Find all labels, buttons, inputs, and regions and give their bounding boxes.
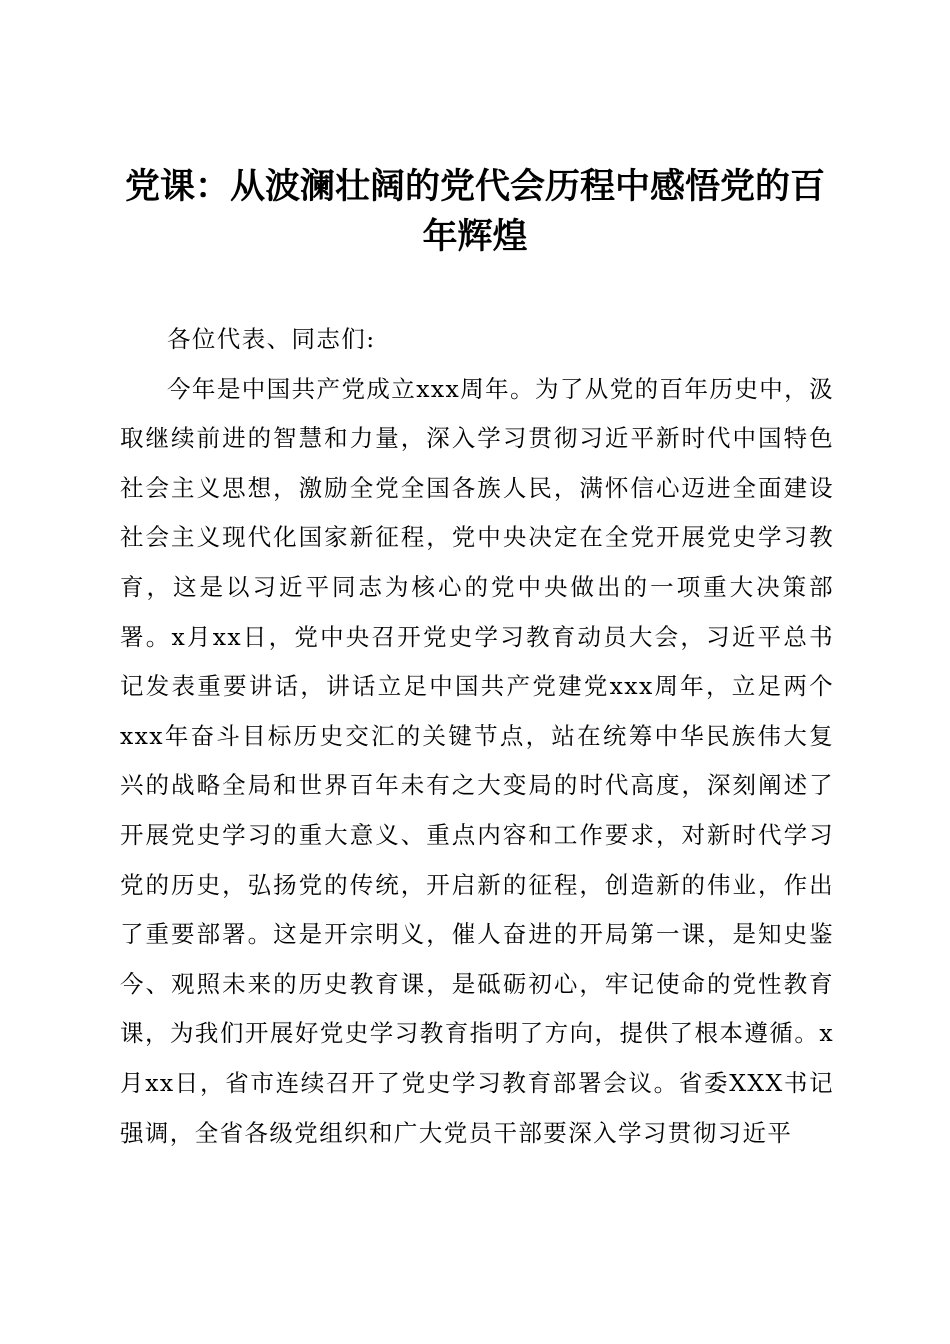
document-body bbox=[120, 315, 834, 1158]
document-title: 党课：从波澜壮阔的党代会历程中感悟党的百年辉煌 bbox=[124, 166, 825, 257]
greeting-paragraph: 各位代表、同志们: bbox=[167, 325, 376, 353]
body-paragraph: 今年是中国共产党成立xxx周年。为了从党的百年历史中，汲取继续前进的智慧和力量，深入学习贯彻习近平新时代中国特色社会主义思想，激励全党全国各族人民，满怀信心迈进全面建设社会主义现代化国家新征程，党中央决定在全党开展党史学习教育，这是以习近平同志为核心的党中央做出的一项重大决策部署。x月xx日，党中央召开党史学习教育动员大会，习近平总书记发表重要讲话，讲话立足中国共产党建党xxx周年，立足两个xxx年奋斗目标历史交汇的关键节点，站在统筹中华民族伟大复兴的战略全局和世界百年未有之大变局的时代高度，深刻阐述了开展党史学习的重大意义、重点内容和工作要求，对新时代学习党的历史，弘扬党的传统，开启新的征程，创造新的伟业，作出了重要部署。这是开宗明义，催人奋进的开局第一课，是知史鉴今、观照未来的历史教育课，是砥砺初心，牢记使命的党性教育课，为我们开展好党史学习教育指明了方向，提供了根本遵循。x月xx日，省市连续召开了党史学习教育部署会议。省委XXX书记强调，全省各级党组织和广大党员干部要深入学习贯彻习近平 bbox=[120, 374, 834, 1147]
